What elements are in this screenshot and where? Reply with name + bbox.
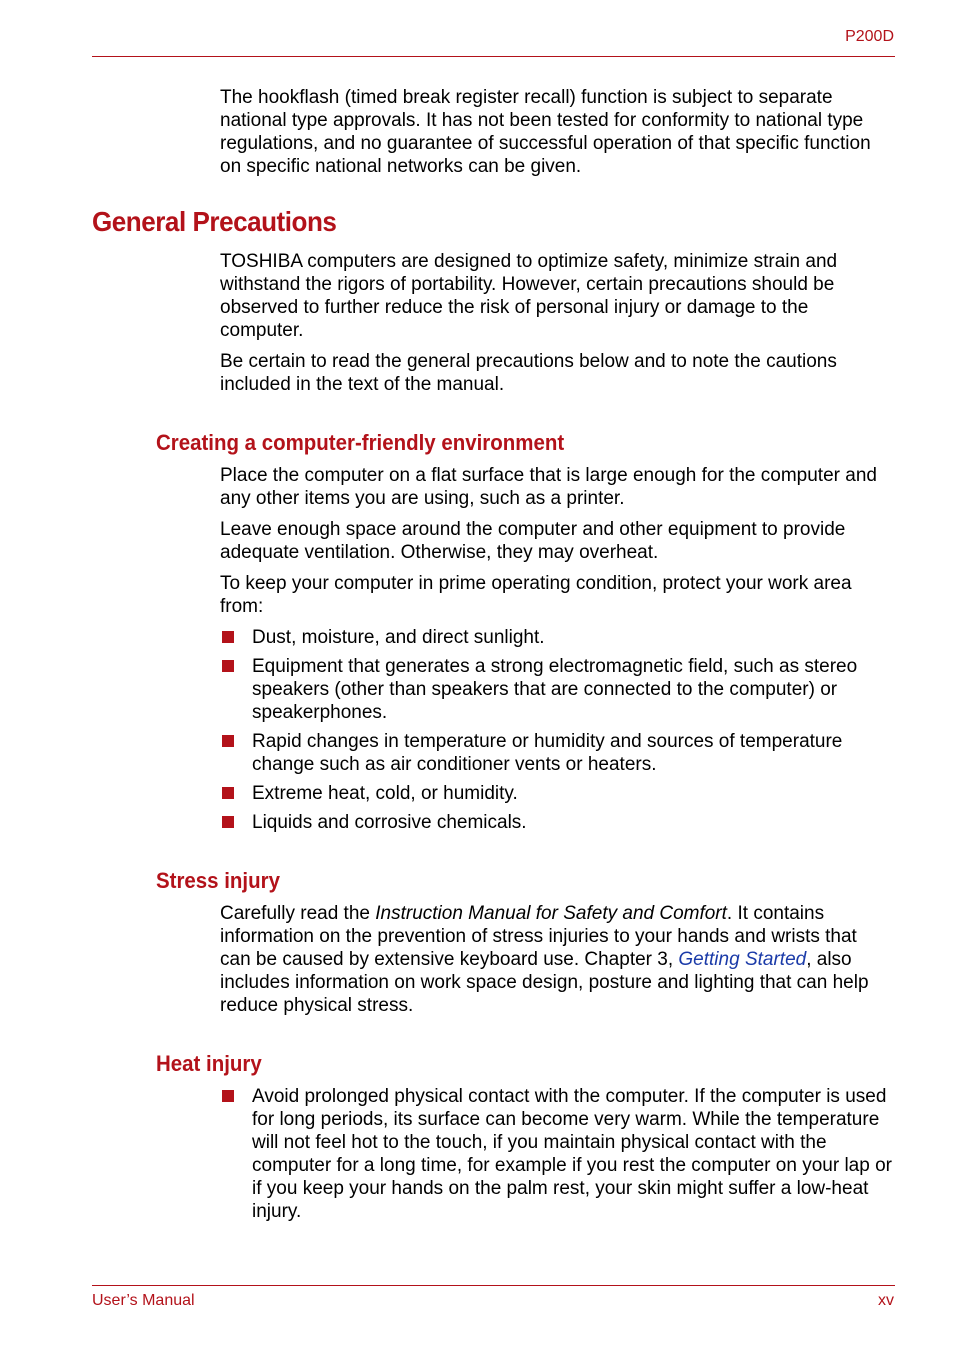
- footer-rule: [92, 1285, 895, 1286]
- bullet-text: Rapid changes in temperature or humidity and sources of temperature change such as air conditioner vents or heaters.: [252, 731, 843, 775]
- getting-started-link[interactable]: Getting Started: [678, 949, 807, 970]
- bullet-square-icon: [222, 631, 234, 643]
- bullet-square-icon: [222, 1090, 234, 1102]
- list-item: [220, 811, 892, 834]
- footer-manual-label: User’s Manual: [92, 1292, 195, 1309]
- subsection-title-heat-injury: Heat injury: [156, 1051, 262, 1076]
- environment-paragraph-3: To keep your computer in prime operating condition, protect your work area from:: [220, 573, 852, 617]
- bullet-text: Liquids and corrosive chemicals.: [252, 812, 527, 833]
- bullet-text: Extreme heat, cold, or humidity.: [252, 783, 518, 804]
- section-title-general-precautions: General Precautions: [92, 206, 337, 237]
- list-item: [220, 1085, 892, 1223]
- page-number: xv: [878, 1292, 894, 1309]
- environment-paragraph-2: Leave enough space around the computer and other equipment to provide adequate ventilation. Otherwise, they may overheat.: [220, 519, 846, 563]
- stress-text-b: . It contains information on the prevention of stress injuries to your hands and wrists that can be caused by extensive keyboard use. Chapter 3,: [220, 903, 857, 970]
- bullet-square-icon: [222, 787, 234, 799]
- header-rule: [92, 56, 895, 57]
- general-paragraph-1: TOSHIBA computers are designed to optimize safety, minimize strain and withstand the rigors of portability. However, certain precautions should be observed to further reduce the risk of personal injury or damage to the computer.: [220, 251, 838, 341]
- page-content: [92, 86, 895, 1231]
- list-item: [220, 782, 892, 805]
- stress-text-c: , also includes information on work space design, posture and lighting that can help reduce physical stress.: [220, 949, 869, 1016]
- bullet-square-icon: [222, 660, 234, 672]
- environment-paragraph-1: Place the computer on a flat surface that is large enough for the computer and any other items you are using, such as a printer.: [220, 465, 877, 509]
- list-item: [220, 626, 892, 649]
- subsection-title-stress-injury: Stress injury: [156, 868, 280, 893]
- header-model: P200D: [845, 28, 894, 45]
- general-paragraph-2: Be certain to read the general precautions below and to note the cautions included in the text of the manual.: [220, 351, 837, 395]
- environment-bullet-list: [220, 626, 892, 834]
- stress-paragraph: [220, 902, 892, 1017]
- stress-text-a: Carefully read the: [220, 903, 376, 924]
- list-item: [220, 730, 892, 776]
- list-item: [220, 655, 892, 724]
- bullet-text: Avoid prolonged physical contact with the computer. If the computer is used for long periods, its surface can become very warm. While the temperature will not feel hot to the touch, if you maintain physical contact with the computer for a long time, for example if you rest the computer on your lap or if you keep your hands on the palm rest, your skin might suffer a low-heat injury.: [252, 1086, 892, 1222]
- bullet-text: Dust, moisture, and direct sunlight.: [252, 627, 545, 648]
- subsection-title-environment: Creating a computer-friendly environment: [156, 430, 565, 455]
- bullet-text: Equipment that generates a strong electromagnetic field, such as stereo speakers (other than speakers that are connected to the computer) or speakerphones.: [252, 656, 858, 723]
- intro-paragraph: The hookflash (timed break register recall) function is subject to separate national type approvals. It has not been tested for conformity to national type regulations, and no guarantee of successful operation of that specific function on specific national networks can be given.: [220, 87, 871, 177]
- heat-bullet-list: [220, 1085, 892, 1223]
- manual-title: Instruction Manual for Safety and Comfort: [375, 903, 727, 924]
- bullet-square-icon: [222, 735, 234, 747]
- bullet-square-icon: [222, 816, 234, 828]
